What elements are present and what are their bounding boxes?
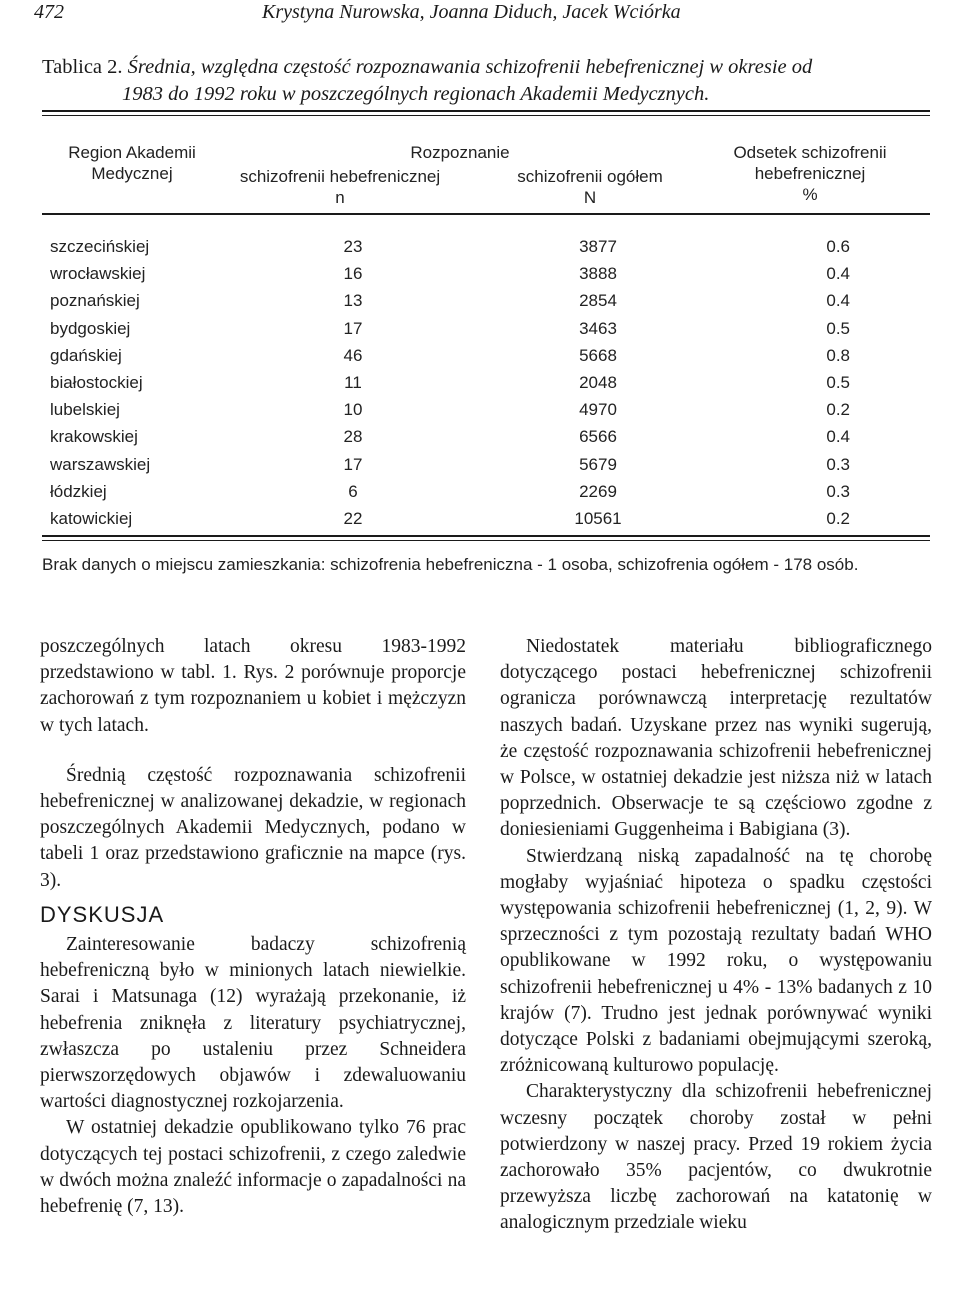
N-cell: 4970: [579, 400, 617, 420]
table-row: [50, 478, 930, 505]
region-cell: szczecińskiej: [50, 237, 150, 256]
n-cell: 17: [343, 318, 363, 338]
region-cell: lubelskiej: [50, 400, 120, 420]
header-col-n: schizofrenii hebefrenicznej n: [239, 167, 441, 207]
table-footnote: Brak danych o miejscu zamieszkania: schizofrenia hebefreniczna - 1 osoba, schizofrenia ogółem - 178 osób.: [42, 555, 859, 574]
region-cell: krakowskiej: [50, 427, 138, 447]
region-cell: katowickiej: [50, 508, 133, 528]
header-region: Region Akademii Medycznej: [68, 143, 196, 183]
table-bottom-rule: [42, 535, 930, 537]
percent-cell: 0.2: [826, 508, 850, 528]
N-cell: 3877: [579, 237, 617, 256]
n-cell: 16: [343, 264, 363, 284]
header-col-N: schizofrenii ogółem N: [517, 167, 663, 207]
percent-cell: 0.4: [826, 427, 850, 447]
N-cell: 2048: [579, 372, 617, 392]
N-cell: 2269: [579, 481, 617, 501]
caption-line-2: 1983 do 1992 roku w poszczególnych regionach Akademii Medycznych.: [122, 83, 710, 105]
header-col-percent: Odsetek schizofrenii hebefrenicznej %: [733, 143, 887, 204]
left-paragraph-4: W ostatniej dekadzie opublikowano tylko 76 prac dotyczących tej postaci schizofrenii, z czego zaledwie w dwóch można znaleźć informacje o zapadalności na hebefrenię (7, 13).: [40, 1117, 466, 1218]
table-caption: [42, 54, 932, 108]
left-paragraph-2: Średnią częstość rozpoznawania schizofrenii hebefrenicznej w analizowanej dekadzie, w regionach poszczególnych Akademii Medycznych, podano w tabeli 1 oraz przedstawiono graficznie na mapce (rys. 3).: [40, 764, 466, 891]
percent-cell: 0.5: [826, 372, 850, 392]
table-top-rule-second: [42, 115, 930, 116]
running-head-authors: Krystyna Nurowska, Joanna Diduch, Jacek Wciórka: [262, 1, 681, 23]
right-paragraph-3: Charakterystyczny dla schizofrenii hebefrenicznej wczesny początek choroby został w pełni potwierdzony w naszej pracy. Przed 19 rokiem życia zachorowało 35% pacjentów, co dwukrotnie przewyższa liczbę zachorowań na katatonię w analogicznym przedziale wieku: [500, 1081, 932, 1234]
n-cell: 13: [343, 291, 363, 311]
table-row: [50, 505, 930, 532]
caption-label: Tablica 2.: [42, 56, 123, 78]
region-cell: gdańskiej: [50, 345, 122, 365]
table-row: [50, 342, 930, 369]
region-cell: poznańskiej: [50, 291, 140, 311]
N-cell: 2854: [579, 291, 617, 311]
caption-line-1: Średnia, względna częstość rozpoznawania schizofrenii hebefrenicznej w okresie od: [127, 56, 813, 78]
table-bottom-rule-second: [42, 540, 930, 541]
page-number: 472: [34, 1, 64, 23]
region-cell: łódzkiej: [50, 481, 107, 501]
N-cell: 5668: [579, 345, 617, 365]
percent-cell: 0.6: [826, 237, 850, 256]
N-cell: 10561: [574, 508, 622, 528]
right-column: [500, 634, 932, 1237]
n-cell: 28: [343, 427, 363, 447]
n-cell: 22: [343, 508, 363, 528]
right-paragraph-1: Niedostatek materiału bibliograficznego dotyczącego postaci hebefrenicznej schizofrenii ogranicza porównawczą interpretację rezultatów naszych badań. Uzyskane przez nas wyniki sugerują, że częstość rozpoznawania schizofrenii hebefrenicznej w Polsce, w ostatniej dekadzie jest niższa niż w latach poprzednich. Obserwacje te są częściowo zgodne z doniesieniami Guggenheima i Babigiana (3).: [500, 636, 932, 841]
N-cell: 6566: [579, 427, 617, 447]
N-cell: 5679: [579, 454, 617, 474]
table-header-rule: [42, 213, 930, 215]
percent-cell: 0.8: [826, 345, 850, 365]
n-cell: 6: [348, 481, 358, 501]
table-top-rule: [42, 110, 930, 112]
table-row: [50, 260, 930, 287]
table-row: [50, 233, 930, 260]
N-cell: 3888: [579, 264, 617, 284]
percent-cell: 0.4: [826, 291, 850, 311]
percent-cell: 0.4: [826, 264, 850, 284]
table-row: [50, 451, 930, 478]
table-row: [50, 423, 930, 450]
n-cell: 23: [343, 237, 363, 256]
left-paragraph-3: Zainteresowanie badaczy schizofrenią hebefreniczną było w minionych latach niewielkie. Sarai i Matsunaga (12) wyrażają przekonanie, iż hebefrenia zniknęła z literatury psychiatrycznej, zwłaszcza po ustaleniu przez Schneidera pierwszorzędowych objawów i zdewaluowaniu wartości diagnostycznej rozkojarzenia.: [40, 934, 466, 1113]
table-body: [50, 233, 930, 532]
percent-cell: 0.5: [826, 318, 850, 338]
table-row: [50, 369, 930, 396]
region-cell: białostockiej: [50, 372, 143, 392]
percent-cell: 0.3: [826, 481, 850, 501]
n-cell: 17: [343, 454, 363, 474]
n-cell: 11: [344, 372, 362, 392]
table-row: [50, 287, 930, 314]
right-paragraph-2: Stwierdzaną niską zapadalność na tę chorobę mogłaby wyjaśniać hipoteza o spadku częstości występowania schizofrenii hebefrenicznej (1, 2, 9). W sprzeczności z tym pozostają rezultaty badań WHO opublikowane w 1992 roku, o występowaniu schizofrenii hebefrenicznej u 4% - 13% badanych z 10 krajów (7). Trudno jest jednak porównywać wyniki dotyczące Polski z badaniami obejmującymi szeroką, zróżnicowaną kulturowo populację.: [500, 845, 932, 1077]
header-group-rozpoznanie: Rozpoznanie: [410, 143, 510, 162]
table-row: [50, 396, 930, 423]
page-header: [34, 0, 924, 30]
percent-cell: 0.3: [826, 454, 850, 474]
n-cell: 10: [343, 400, 363, 420]
n-cell: 46: [343, 345, 363, 365]
region-cell: wrocławskiej: [50, 264, 146, 284]
percent-cell: 0.2: [826, 400, 850, 420]
left-column: [40, 634, 466, 1220]
region-cell: warszawskiej: [50, 454, 151, 474]
N-cell: 3463: [579, 318, 617, 338]
table-row: [50, 315, 930, 342]
section-heading: DYSKUSJA: [40, 901, 165, 927]
left-paragraph-1: poszczególnych latach okresu 1983-1992 przedstawiono w tabl. 1. Rys. 2 porównuje proporcje zachorowań z tym rozpoznaniem u kobiet i mężczyzn w tych latach.: [40, 636, 466, 736]
region-cell: bydgoskiej: [50, 318, 131, 338]
